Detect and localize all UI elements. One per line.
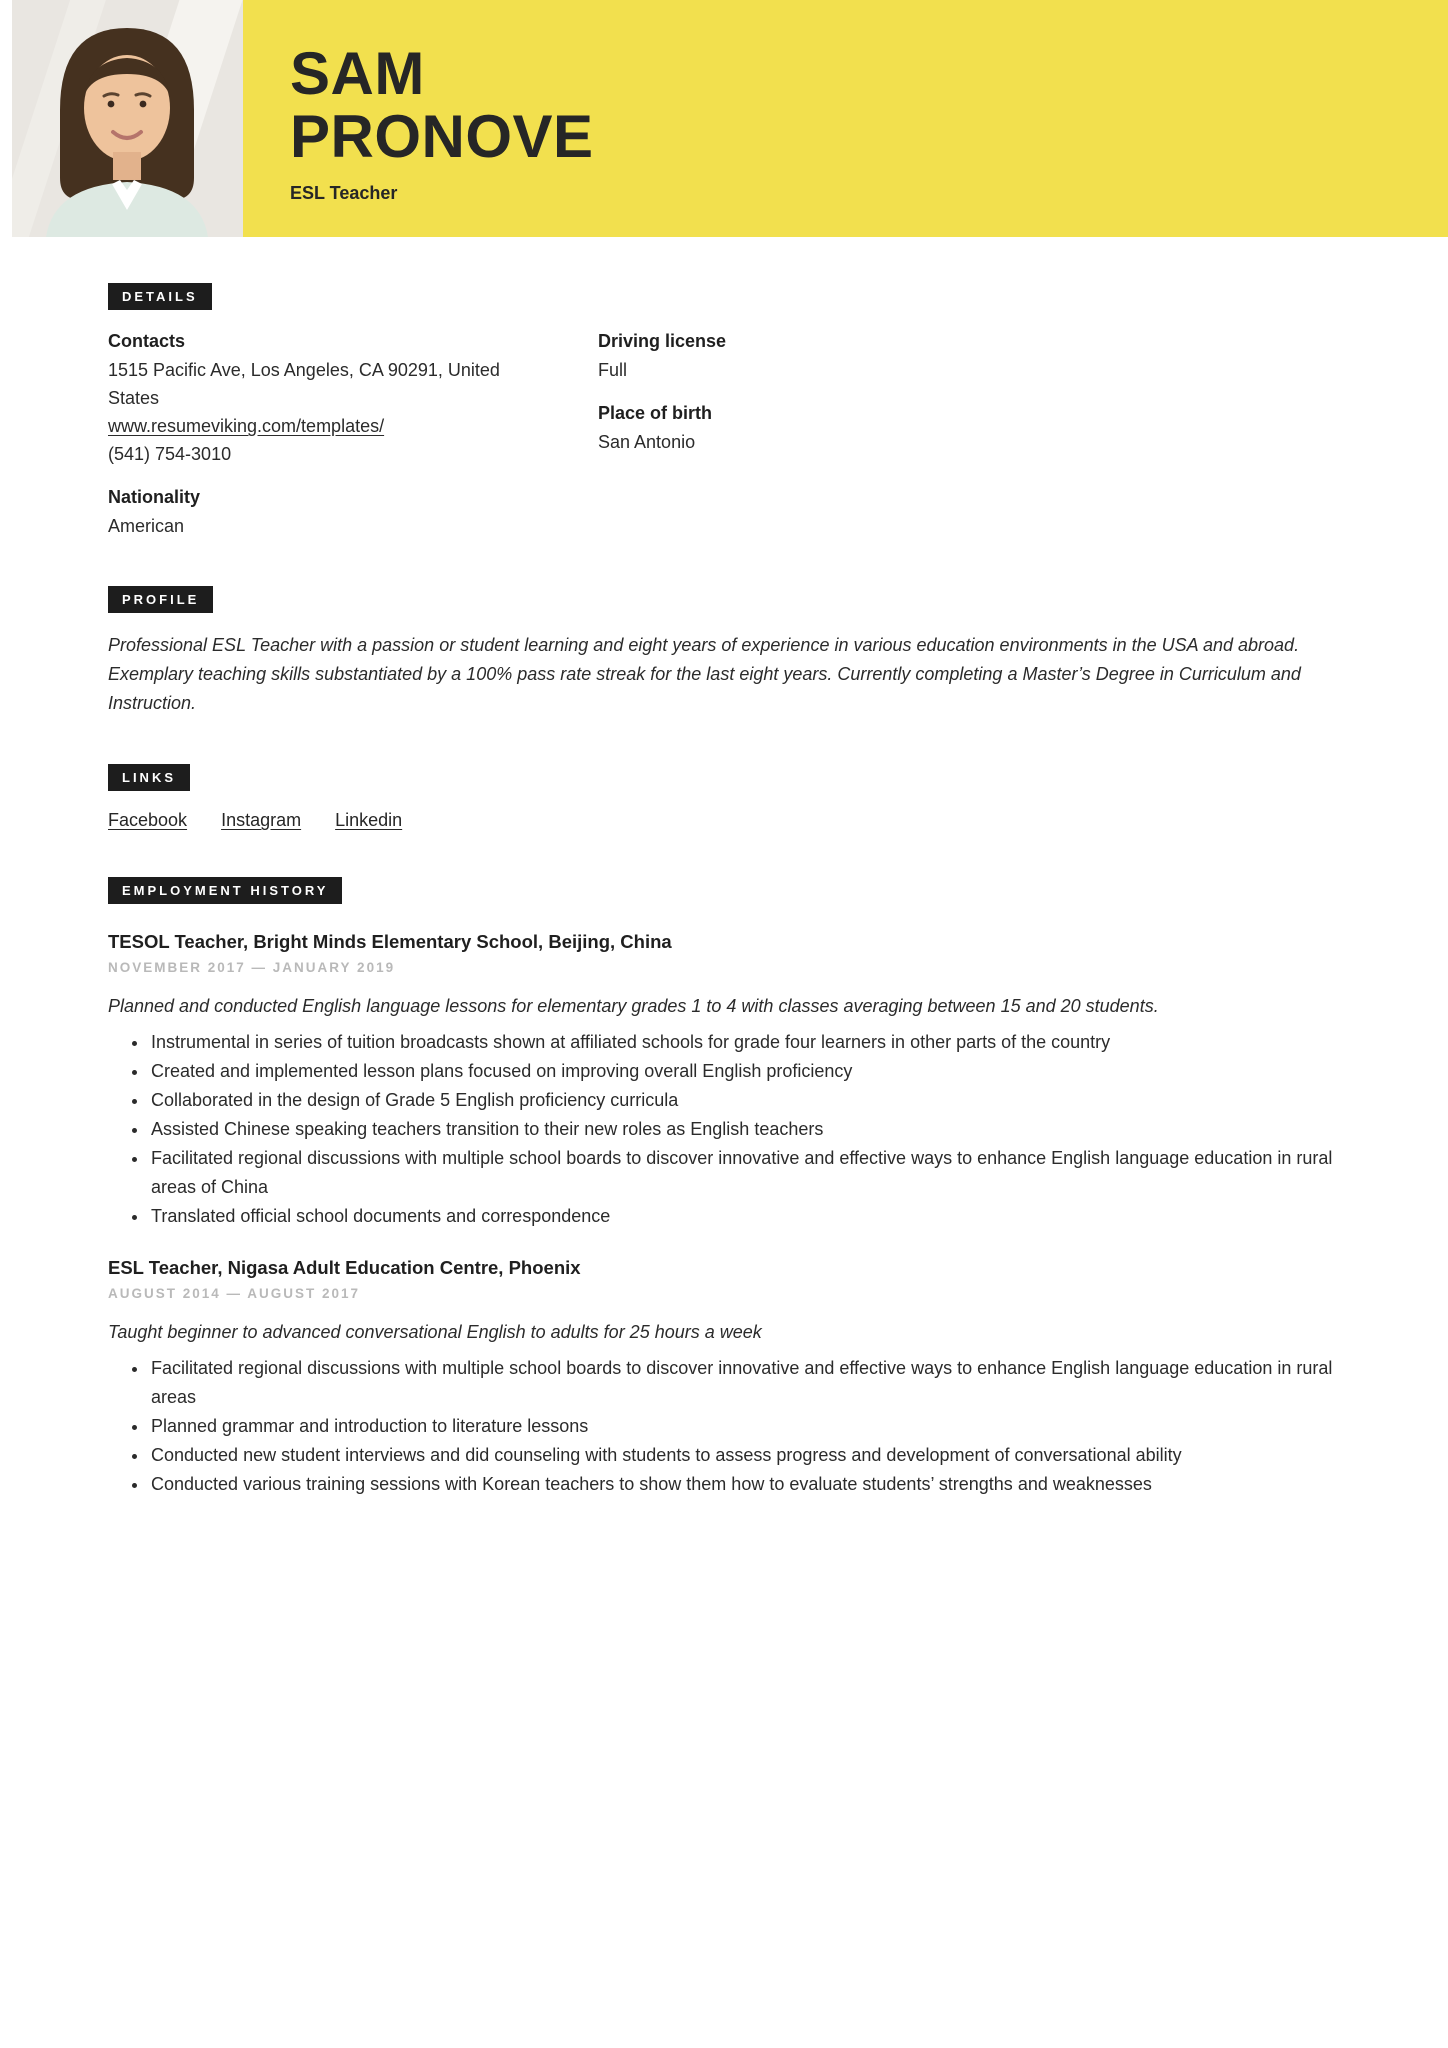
driving-license-heading: Driving license [598,331,727,351]
name-first: SAM [290,40,425,107]
driving-license-value: Full [598,360,628,380]
details-badge: DETAILS [108,283,212,310]
job-bullet: • Facilitated regional discussions with multiple school boards to discover innovative and effective ways to enhance English language education in rural areas of China [149,1144,1340,1202]
job-bullet: • Created and implemented lesson plans focused on improving overall English proficiency [149,1057,1340,1086]
website-link[interactable]: www.resumeviking.com/templates/ [108,416,385,436]
job-title: TESOL Teacher, Bright Minds Elementary School, Beijing, China [108,931,672,952]
job-bullet: • Planned grammar and introduction to literature lessons [149,1412,1340,1441]
header-job-title: ESL Teacher [290,183,398,203]
job-bullet: • Conducted new student interviews and did counseling with students to assess progress and development of conversational ability [149,1441,1340,1470]
portrait-illustration [12,0,243,237]
employment-badge: EMPLOYMENT HISTORY [108,877,342,904]
job-bullet: • Translated official school documents and correspondence [149,1202,1340,1231]
job-bullet: • Facilitated regional discussions with multiple school boards to discover innovative and effective ways to enhance English language education in rural areas [149,1354,1340,1412]
name-last: PRONOVE [290,103,594,170]
job-bullet-list [108,1028,1340,1231]
job-dates: AUGUST 2014 — AUGUST 2017 [108,1286,361,1301]
link-instagram[interactable]: Instagram [221,810,302,830]
address-line-1: 1515 Pacific Ave, Los Angeles, CA 90291, United [108,360,500,380]
job-summary: Taught beginner to advanced conversational English to adults for 25 hours a week [108,1322,762,1342]
profile-text: Professional ESL Teacher with a passion or student learning and eight years of experience in various education environments in the USA and abroad. Exemplary teaching skills substantiated by a 100% pass rate streak for the last eight years. Currently completing a Master’s Degree in Curriculum and Instruction. [108,635,1301,713]
header-band [243,0,1448,237]
section-employment [108,877,1340,1499]
job-bullet: • Instrumental in series of tuition broadcasts shown at affiliated schools for grade four learners in other parts of the country [149,1028,1340,1057]
links-row [108,810,1340,831]
phone-number: (541) 754-3010 [108,444,232,464]
job-entry [108,1255,1340,1499]
links-badge: LINKS [108,764,190,791]
section-details [108,283,1340,540]
job-title: ESL Teacher, Nigasa Adult Education Centre, Phoenix [108,1257,581,1278]
address-line-2: States [108,388,160,408]
job-bullet: • Conducted various training sessions with Korean teachers to show them how to evaluate students’ strengths and weaknesses [149,1470,1340,1499]
link-linkedin[interactable]: Linkedin [335,810,403,830]
job-summary: Planned and conducted English language lessons for elementary grades 1 to 4 with classes averaging between 15 and 20 students. [108,996,1159,1016]
job-bullet-list [108,1354,1340,1499]
contacts-heading: Contacts [108,331,186,351]
job-bullet: • Collaborated in the design of Grade 5 English proficiency curricula [149,1086,1340,1115]
section-links [108,764,1340,831]
place-of-birth-value: San Antonio [598,432,696,452]
portrait-photo [12,0,243,237]
profile-badge: PROFILE [108,586,213,613]
link-facebook[interactable]: Facebook [108,810,188,830]
job-bullet: • Assisted Chinese speaking teachers transition to their new roles as English teachers [149,1115,1340,1144]
details-right-column [598,327,1340,540]
section-profile [108,586,1340,718]
content [0,283,1448,1499]
nationality-value: American [108,516,185,536]
place-of-birth-heading: Place of birth [598,403,713,423]
details-left-column [108,327,598,540]
nationality-heading: Nationality [108,487,201,507]
header [0,0,1448,237]
job-dates: NOVEMBER 2017 — JANUARY 2019 [108,960,396,975]
details-grid [108,327,1340,540]
job-entry [108,929,1340,1231]
